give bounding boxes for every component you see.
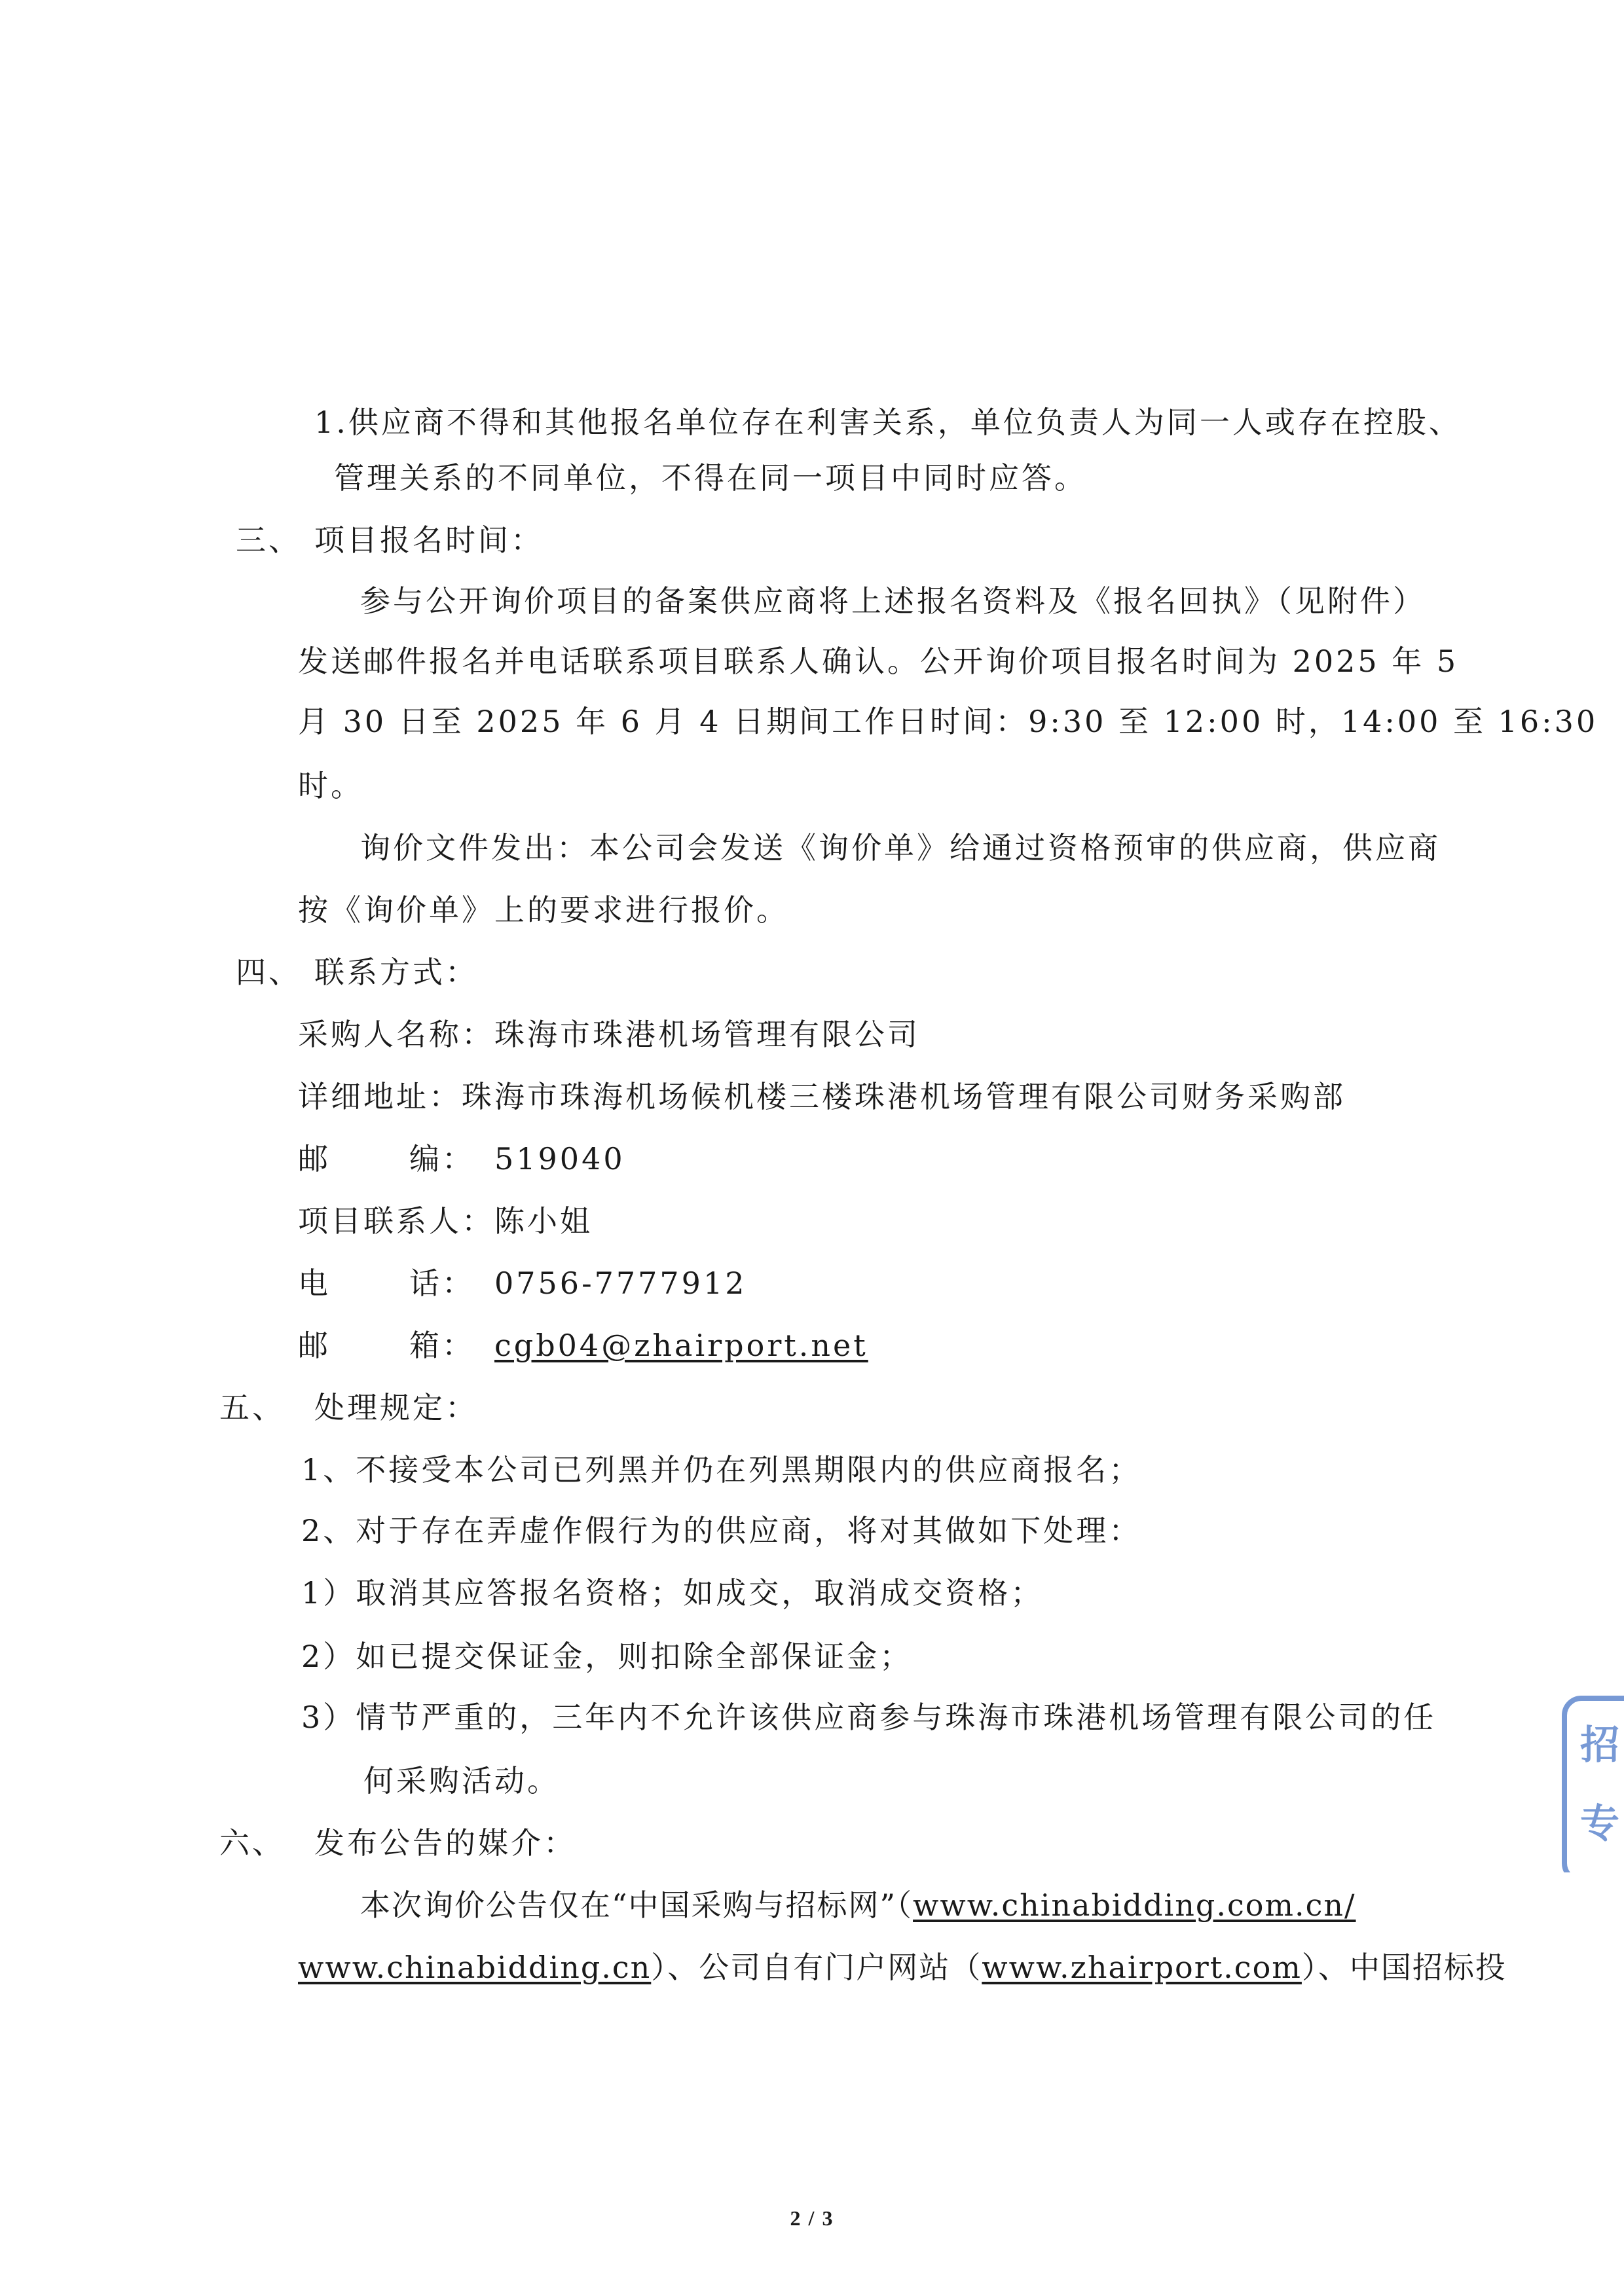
section-5-item-2: 2、对于存在弄虚作假行为的供应商，将对其做如下处理：	[301, 1513, 1142, 1548]
section-3-para-1-line-3: 月 30 日至 2025 年 6 月 4 日期间工作日时间：9:30 至 12:00 时，14:00 至 16:30	[298, 704, 1598, 739]
buyer-value: 珠海市珠港机场管理有限公司	[494, 1017, 920, 1052]
zhairport-link[interactable]: www.zhairport.com	[982, 1950, 1302, 1985]
section-6-title: 发布公告的媒介：	[314, 1825, 576, 1861]
phone-value: 0756-7777912	[494, 1266, 747, 1301]
phone-label-2: 话：	[409, 1266, 475, 1301]
section-6-line-2-mid: ）、公司自有门户网站（	[651, 1950, 982, 1985]
section-5-item-5: 3）情节严重的，三年内不允许该供应商参与珠海市珠港机场管理有限公司的任	[301, 1700, 1437, 1735]
address-row	[298, 1077, 1346, 1116]
buyer-row	[298, 1015, 920, 1054]
contact-label: 项目联系人：	[298, 1203, 494, 1239]
section-3-para-1-line-1: 参与公开询价项目的备案供应商将上述报名资料及《报名回执》（见附件）	[360, 583, 1426, 619]
seal-stamp-fragment	[1555, 1696, 1624, 1872]
email-label-1: 邮	[298, 1328, 331, 1363]
section-4-title: 联系方式：	[314, 955, 478, 990]
contact-value: 陈小姐	[494, 1203, 593, 1239]
section-3-number: 三、	[236, 522, 301, 558]
chinabidding-cn-link[interactable]: www.chinabidding.cn	[298, 1950, 652, 1985]
section-6-line-1	[360, 1886, 1356, 1925]
postcode-label-2: 编：	[409, 1141, 475, 1176]
clause-1-line-1: 1.供应商不得和其他报名单位存在利害关系，单位负责人为同一人或存在控股、	[314, 405, 1462, 440]
postcode-label	[298, 1139, 475, 1178]
section-5-item-4: 2）如已提交保证金，则扣除全部保证金；	[301, 1639, 913, 1674]
section-6-line-2	[298, 1948, 1507, 1987]
section-5-item-1: 1、不接受本公司已列黑并仍在列黑期限内的供应商报名；	[301, 1452, 1142, 1487]
phone-label	[298, 1264, 475, 1303]
email-link[interactable]: cgb04@zhairport.net	[494, 1328, 868, 1363]
address-label: 详细地址：	[298, 1079, 462, 1114]
section-5-item-5-continuation: 何采购活动。	[363, 1763, 560, 1798]
email-label	[298, 1326, 475, 1365]
section-6-line-1-text: 本次询价公告仅在“中国采购与招标网”（	[360, 1887, 913, 1923]
contact-row	[298, 1201, 593, 1241]
address-value: 珠海市珠海机场候机楼三楼珠港机场管理有限公司财务采购部	[462, 1079, 1346, 1114]
phone-label-1: 电	[298, 1266, 331, 1301]
section-5-number: 五、	[219, 1390, 285, 1425]
page-number: 2 / 3	[790, 2206, 834, 2230]
postcode-label-1: 邮	[298, 1141, 331, 1176]
section-5-item-3: 1）取消其应答报名资格；如成交，取消成交资格；	[301, 1575, 1044, 1611]
section-6-line-2-end: ）、中国招标投	[1301, 1950, 1507, 1985]
section-3-title: 项目报名时间：	[314, 522, 544, 558]
section-5-title: 处理规定：	[314, 1390, 478, 1425]
section-4-number: 四、	[236, 955, 301, 990]
clause-1-line-2: 管理关系的不同单位，不得在同一项目中同时应答。	[334, 460, 1087, 496]
chinabidding-com-link[interactable]: www.chinabidding.com.cn/	[913, 1887, 1356, 1923]
section-3-para-1-line-4: 时。	[298, 768, 363, 803]
buyer-label: 采购人名称：	[298, 1017, 494, 1052]
section-6-number: 六、	[219, 1825, 285, 1861]
section-3-para-2-line-1: 询价文件发出：本公司会发送《询价单》给通过资格预审的供应商，供应商	[360, 830, 1441, 866]
section-3-para-2-line-2: 按《询价单》上的要求进行报价。	[298, 892, 789, 928]
email-label-2: 箱：	[409, 1328, 475, 1363]
postcode-value: 519040	[494, 1141, 625, 1176]
seal-stamp-ring: 招 专	[1562, 1696, 1624, 1872]
section-3-para-1-line-2: 发送邮件报名并电话联系项目联系人确认。公开询价项目报名时间为 2025 年 5	[298, 644, 1459, 679]
